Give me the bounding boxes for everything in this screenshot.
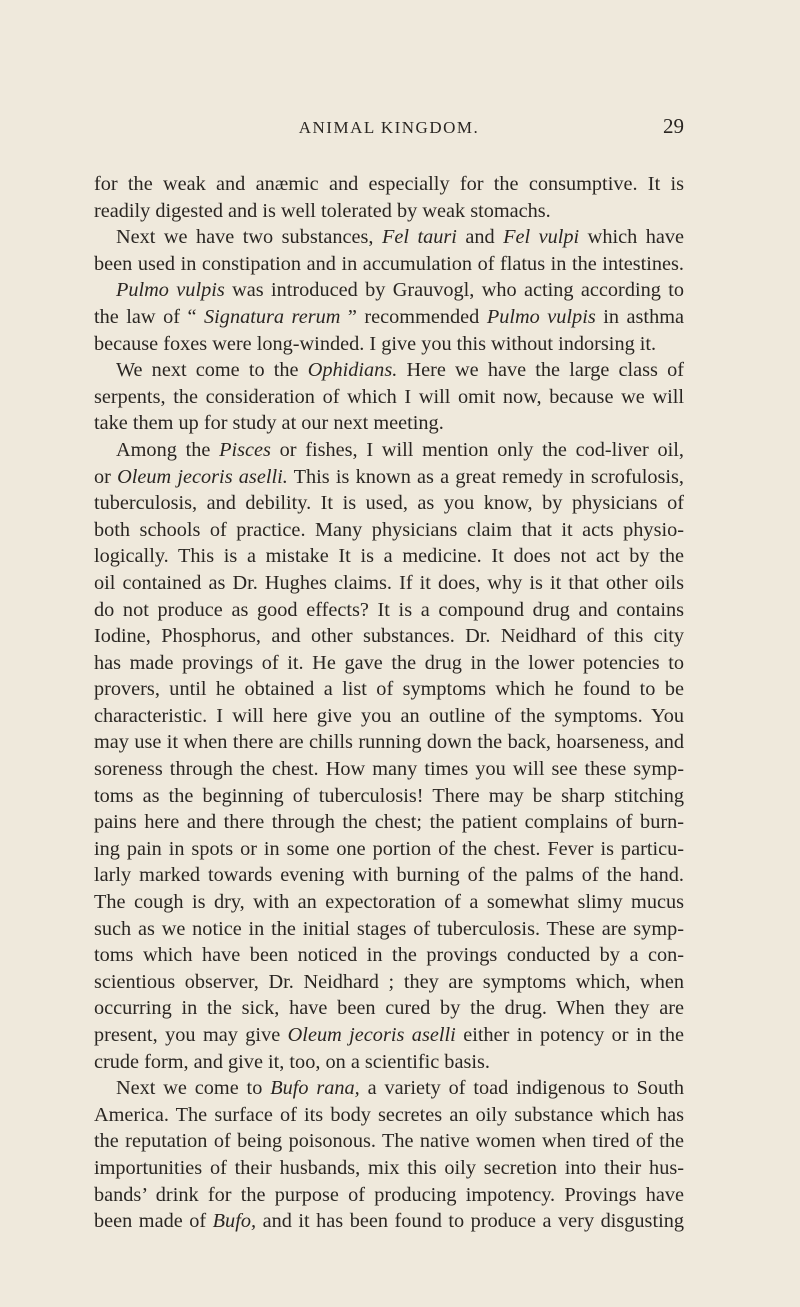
text-run: crude form, and give it, too, on a scientific basis.: [94, 1050, 490, 1073]
text-run: been made of: [94, 1210, 213, 1233]
text-run: take them up for study at our next meeting.: [94, 412, 444, 435]
text-line: [94, 171, 684, 198]
text-run: ing pain in spots or in some one portion of the chest. Fever is particu-: [94, 837, 684, 860]
text-run: a variety of toad indigenous to South: [359, 1077, 684, 1100]
text-run: ” recommended: [340, 305, 487, 328]
text-line: [94, 969, 684, 996]
text-line: [94, 1075, 684, 1102]
text-run: in asthma: [595, 305, 684, 328]
text-run: either in potency or in the: [455, 1024, 684, 1046]
page-header: [94, 114, 684, 142]
text-line: [94, 1049, 684, 1076]
text-run: The cough is dry, with an expectoration of a somewhat slimy mucus: [94, 891, 684, 914]
text-run: do not produce as good effects? It is a compound drug and contains: [94, 598, 684, 621]
text-run: logically. This is a mistake It is a medicine. It does not act by the: [94, 545, 684, 568]
text-line: [94, 331, 684, 358]
text-line: [94, 836, 684, 863]
text-line: [94, 1128, 684, 1155]
text-line: [94, 597, 684, 624]
text-run: Next we have two substances,: [116, 226, 382, 249]
text-run: or: [94, 465, 118, 488]
running-title: ANIMAL KINGDOM.: [298, 118, 480, 137]
text-run: Next we come to: [116, 1077, 271, 1100]
italic-term: Ophidians.: [307, 359, 398, 382]
text-run: which have: [579, 226, 684, 249]
text-line: [94, 570, 684, 597]
body-text: [94, 171, 684, 1235]
text-line: [94, 862, 684, 889]
text-line: [94, 543, 684, 570]
text-run: larly marked towards evening with burning of the palms of the hand.: [94, 864, 684, 887]
text-run: readily digested and is well tolerated by weak stomachs.: [94, 199, 551, 222]
text-run: This is known as a great remedy in scrofulosis,: [287, 465, 684, 488]
text-line: [94, 437, 684, 464]
italic-term: Oleum jecoris aselli: [287, 1024, 456, 1046]
text-run: may use it when there are chills running down the back, hoarseness, and: [94, 731, 684, 754]
text-run: Among the: [116, 438, 220, 461]
text-line: [94, 650, 684, 677]
text-line: [94, 1182, 684, 1209]
text-run: toms which have been noticed in the provings conducted by a con-: [94, 944, 684, 967]
text-line: [94, 942, 684, 969]
text-run: Iodine, Phosphorus, and other substances. Dr. Neidhard of this city: [94, 625, 684, 648]
text-line: [94, 623, 684, 650]
italic-term: Bufo rana,: [270, 1077, 360, 1100]
text-line: [94, 384, 684, 411]
italic-term: Fel tauri: [381, 226, 457, 249]
text-run: been used in constipation and in accumulation of flatus in the intestines.: [94, 252, 684, 275]
text-line: [94, 756, 684, 783]
text-run: toms as the beginning of tuberculosis! There may be sharp stitching: [94, 784, 684, 807]
text-run: pains here and there through the chest; the patient complains of burn-: [94, 811, 684, 834]
text-run: oil contained as Dr. Hughes claims. If it does, why is it that other oils: [94, 571, 684, 594]
text-line: [94, 1022, 684, 1049]
text-run: or fishes, I will mention only the cod-liver oil,: [270, 438, 684, 461]
text-line: [94, 916, 684, 943]
italic-term: Pulmo vulpis: [486, 305, 596, 328]
text-line: [94, 464, 684, 491]
text-line: [94, 1155, 684, 1182]
text-run: and it has been found to produce a very disgusting: [256, 1210, 684, 1233]
text-run: We next come to the: [116, 359, 308, 382]
text-line: [94, 676, 684, 703]
text-run: importunities of their husbands, mix this oily secretion into their hus-: [94, 1156, 684, 1179]
text-line: [94, 357, 684, 384]
text-run: the law of “: [94, 305, 205, 328]
text-line: [94, 1102, 684, 1129]
text-run: has made provings of it. He gave the drug in the lower potencies to: [94, 651, 684, 674]
text-run: bands’ drink for the purpose of producing impotency. Provings have: [94, 1183, 684, 1206]
text-line: [94, 703, 684, 730]
text-line: [94, 277, 684, 304]
italic-term: Oleum jecoris aselli.: [117, 465, 288, 488]
text-run: scientious observer, Dr. Neidhard ; they are symptoms which, when: [94, 970, 684, 993]
text-run: occurring in the sick, have been cured by the drug. When they are: [94, 997, 684, 1020]
text-line: [94, 224, 684, 251]
text-run: Here we have the large class of: [397, 359, 684, 382]
text-run: tuberculosis, and debility. It is used, as you know, by physicians of: [94, 492, 684, 515]
text-run: was introduced by Grauvogl, who acting according to: [224, 279, 684, 302]
text-line: [94, 729, 684, 756]
page-number: 29: [663, 114, 684, 138]
text-run: provers, until he obtained a list of symptoms which he found to be: [94, 678, 684, 701]
italic-term: Signatura rerum: [204, 305, 341, 328]
text-line: [94, 304, 684, 331]
text-run: present, you may give: [94, 1024, 288, 1046]
text-run: both schools of practice. Many physicians claim that it acts physio-: [94, 518, 684, 541]
text-run: characteristic. I will here give you an outline of the symptoms. You: [94, 704, 684, 727]
text-line: [94, 410, 684, 437]
text-line: [94, 809, 684, 836]
italic-term: Bufo,: [212, 1210, 257, 1233]
text-run: serpents, the consideration of which I will omit now, because we will: [94, 385, 684, 408]
text-line: [94, 490, 684, 517]
text-run: because foxes were long-winded. I give you this without indorsing it.: [94, 332, 657, 355]
italic-term: Fel vulpi: [503, 226, 580, 249]
text-line: [94, 251, 684, 278]
italic-term: Pulmo vulpis: [116, 279, 225, 302]
text-line: [94, 517, 684, 544]
text-line: [94, 995, 684, 1022]
text-line: [94, 1208, 684, 1235]
text-run: and: [456, 226, 504, 249]
text-run: such as we notice in the initial stages of tuberculosis. These are symp-: [94, 917, 684, 940]
text-run: for the weak and anæmic and especially for the consumptive. It is: [94, 173, 684, 195]
text-line: [94, 198, 684, 225]
text-run: the reputation of being poisonous. The native women when tired of the: [94, 1130, 684, 1153]
text-run: soreness through the chest. How many times you will see these symp-: [94, 758, 684, 781]
text-run: America. The surface of its body secretes an oily substance which has: [94, 1103, 684, 1126]
text-line: [94, 889, 684, 916]
text-line: [94, 783, 684, 810]
italic-term: Pisces: [219, 438, 271, 461]
